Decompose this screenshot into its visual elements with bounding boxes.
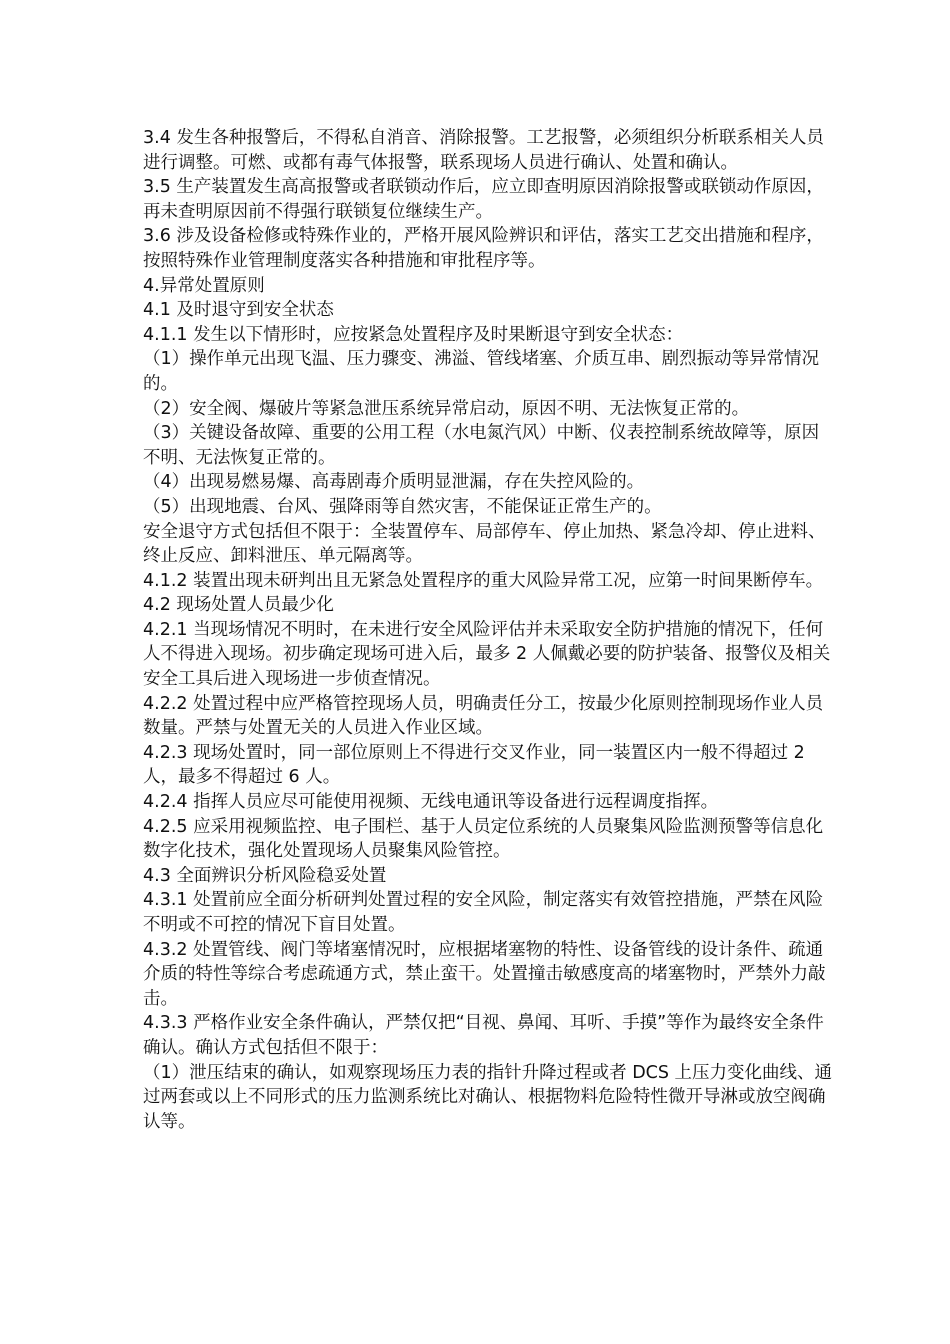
list-item-5: （5）出现地震、台风、强降雨等自然灾害，不能保证正常生产的。 xyxy=(143,496,662,517)
list-item-4: （4）出现易燃易爆、高毒剧毒介质明显泄漏，存在失控风险的。 xyxy=(143,472,645,493)
list-item-2: （2）安全阀、爆破片等紧急泄压系统异常启动，原因不明、无法恢复正常的。 xyxy=(143,398,750,419)
section-heading-4: 4.异常处置原则 xyxy=(143,275,265,296)
paragraph-retreat-methods: 安全退守方式包括但不限于：全装置停车、局部停车、停止加热、紧急冷却、停止进料、终止反应、卸料泄压、单元隔离等。 xyxy=(143,521,826,567)
paragraph-3-4: 3.4 发生各种报警后，不得私自消音、消除报警。工艺报警，必须组织分析联系相关人员进行调整。可燃、或都有毒气体报警，联系现场人员进行确认、处置和确认。 xyxy=(143,128,824,173)
paragraph-4-1-1: 4.1.1 发生以下情形时，应按紧急处置程序及时果断退守到安全状态： xyxy=(143,324,684,345)
paragraph-4-2-2: 4.2.2 处置过程中应严格管控现场人员，明确责任分工，按最少化原则控制现场作业人员数量。严禁与处置无关的人员进入作业区域。 xyxy=(143,693,824,739)
paragraph-3-6: 3.6 涉及设备检修或特殊作业的，严格开展风险辨识和评估，落实工艺交出措施和程序，按照特殊作业管理制度落实各种措施和审批程序等。 xyxy=(143,226,824,271)
paragraph-4-3-2: 4.3.2 处置管线、阀门等堵塞情况时，应根据堵塞物的特性、设备管线的设计条件、疏通介质的特性等综合考虑疏通方式，禁止蛮干。处置撞击敏感度高的堵塞物时，严禁外力敲击。 xyxy=(143,939,826,1009)
subsection-heading-4-3: 4.3 全面辨识分析风险稳妥处置 xyxy=(143,865,387,886)
paragraph-4-2-4: 4.2.4 指挥人员应尽可能使用视频、无线电通讯等设备进行远程调度指挥。 xyxy=(143,792,719,813)
paragraph-4-2-1: 4.2.1 当现场情况不明时，在未进行安全风险评估并未采取安全防护措施的情况下，任何人不得进入现场。初步确定现场可进入后，最多 2 人佩戴必要的防护装备、报警仪及相关安全工具后进入现场进一步侦查情况。 xyxy=(143,619,831,690)
paragraph-4-1-2: 4.1.2 装置出现未研判出且无紧急处置程序的重大风险异常工况，应第一时间果断停车。 xyxy=(143,570,824,591)
paragraph-4-3-3: 4.3.3 严格作业安全条件确认，严禁仅把“目视、鼻闻、耳听、手摸”等作为最终安全条件确认。确认方式包括但不限于： xyxy=(143,1013,824,1058)
list-item-3: （3）关键设备故障、重要的公用工程（水电氮汽风）中断、仪表控制系统故障等，原因不明、无法恢复正常的。 xyxy=(143,423,820,468)
paragraph-4-2-3: 4.2.3 现场处置时，同一部位原则上不得进行交叉作业，同一装置区内一般不得超过 2 人，最多不得超过 6 人。 xyxy=(143,742,805,788)
paragraph-4-2-5: 4.2.5 应采用视频监控、电子围栏、基于人员定位系统的人员聚集风险监测预警等信息化数字化技术，强化处置现场人员聚集风险管控。 xyxy=(143,816,824,862)
document-body xyxy=(143,126,833,1134)
subsection-heading-4-1: 4.1 及时退守到安全状态 xyxy=(143,300,334,321)
paragraph-3-5: 3.5 生产装置发生高高报警或者联锁动作后，应立即查明原因消除报警或联锁动作原因，再未查明原因前不得强行联锁复位继续生产。 xyxy=(143,177,824,222)
list-item-1: （1）操作单元出现飞温、压力骤变、沸溢、管线堵塞、介质互串、剧烈振动等异常情况的。 xyxy=(143,349,820,394)
paragraph-4-3-1: 4.3.1 处置前应全面分析研判处置过程的安全风险，制定落实有效管控措施，严禁在风险不明或不可控的情况下盲目处置。 xyxy=(143,890,824,935)
list-item-pressure-relief: （1）泄压结束的确认，如观察现场压力表的指针升降过程或者 DCS 上压力变化曲线、通过两套或以上不同形式的压力监测系统比对确认、根据物料危险特性微开导淋或放空阀确认等。 xyxy=(143,1062,833,1132)
subsection-heading-4-2: 4.2 现场处置人员最少化 xyxy=(143,595,334,616)
